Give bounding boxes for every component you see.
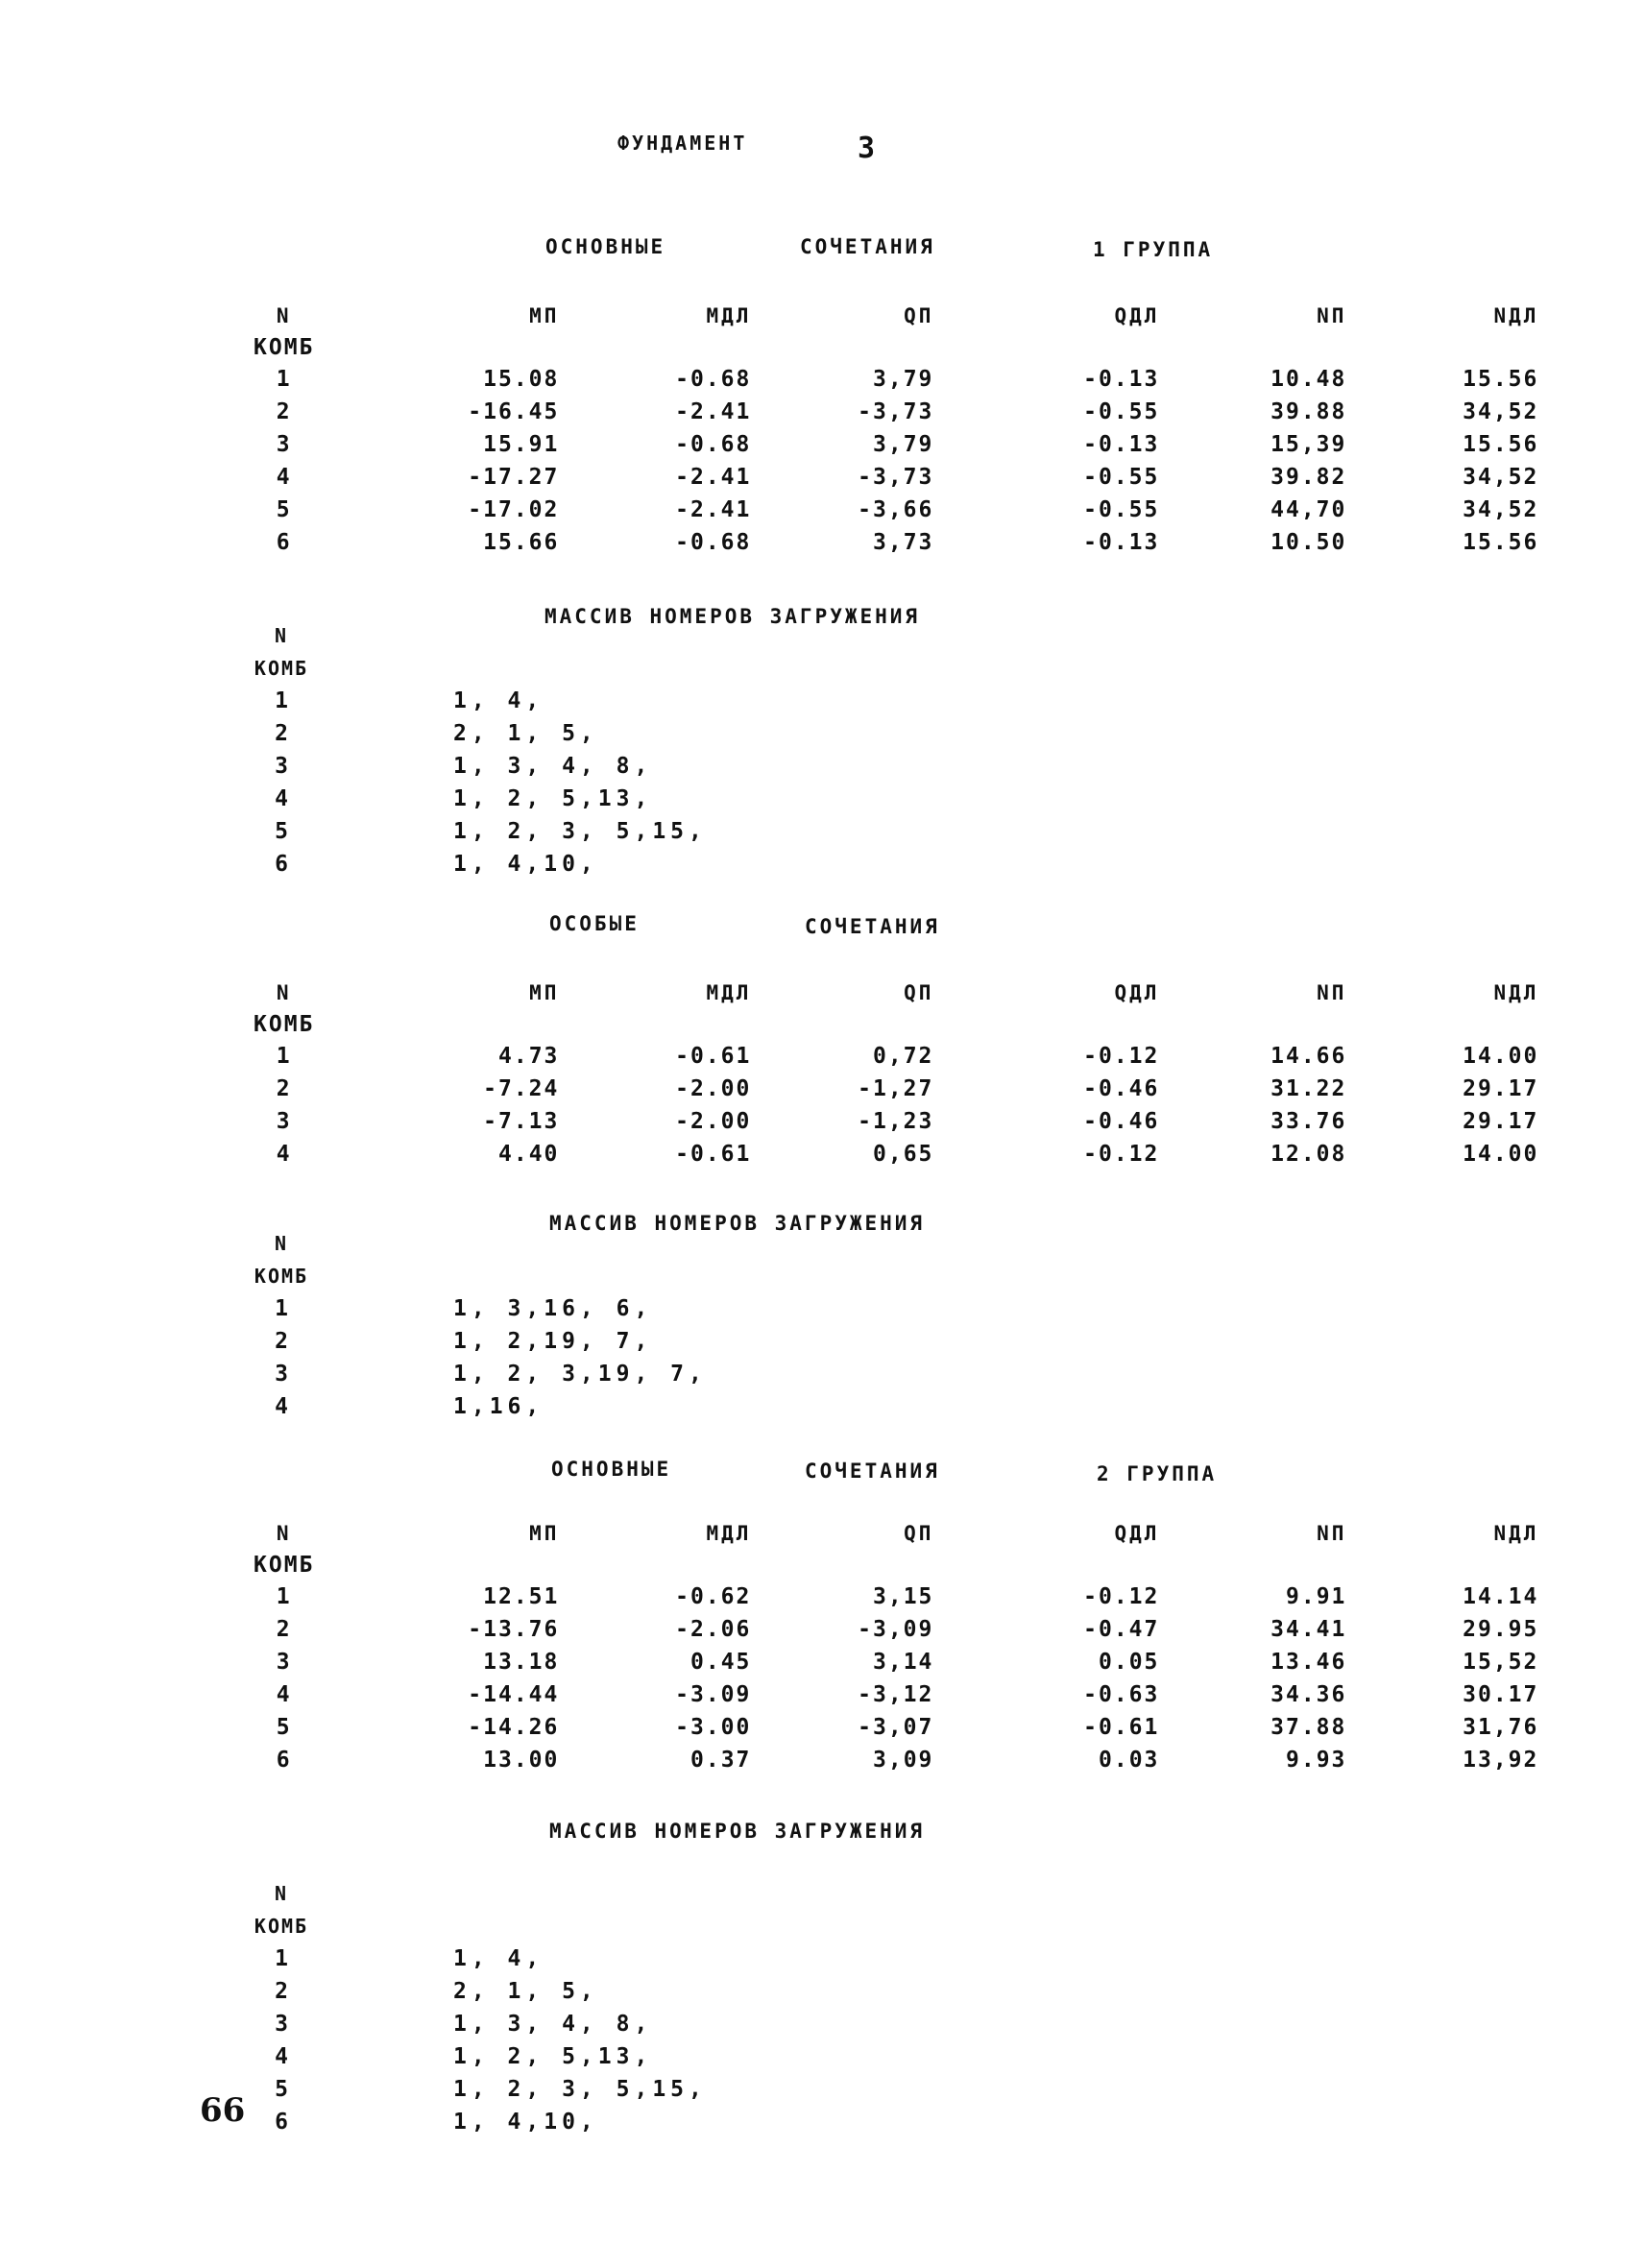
column-header: QП — [904, 1522, 934, 1545]
column-header: QП — [904, 304, 934, 327]
table-cell: -3,73 — [858, 465, 934, 490]
table-cell: 0.05 — [1099, 1650, 1160, 1675]
load-numbers: 1, 4, — [453, 1946, 544, 1971]
table-row — [254, 461, 1538, 494]
table-cell: 14.66 — [1270, 1044, 1347, 1069]
column-header: МДЛ — [706, 1522, 752, 1545]
table-cell: 15.56 — [1463, 432, 1539, 457]
combination-number: 2 — [275, 1979, 288, 2004]
table-row — [254, 1711, 1538, 1744]
table-cell: -0.46 — [1083, 1076, 1160, 1101]
table-cell: -17.27 — [468, 465, 560, 490]
column-header: МДЛ — [706, 981, 752, 1004]
table-row — [254, 1138, 1538, 1170]
combination-number: 5 — [275, 819, 288, 844]
combination-number: 4 — [275, 786, 288, 811]
table-cell: 15.08 — [483, 367, 560, 392]
combination-number: 1 — [275, 1296, 288, 1321]
section-1-mass-heading: МАССИВ НОМЕРОВ ЗАГРУЖЕНИЯ — [544, 605, 921, 628]
table-cell: -0.13 — [1083, 367, 1160, 392]
table-subheader-row — [254, 1009, 1538, 1040]
table-cell: 34,52 — [1463, 497, 1539, 522]
column-header: МП — [529, 1522, 560, 1545]
row-number: 6 — [276, 1748, 292, 1773]
table-cell: -0.63 — [1083, 1682, 1160, 1707]
list-item — [254, 685, 707, 717]
section-3-heading-a: ОСНОВНЫЕ — [551, 1458, 672, 1481]
section-1-mass-list — [254, 619, 707, 881]
table-cell: -3,73 — [858, 399, 934, 424]
table-row — [254, 1678, 1538, 1711]
page-number: 66 — [200, 2091, 246, 2130]
column-header: NДЛ — [1493, 981, 1539, 1004]
table-cell: 0.45 — [690, 1650, 752, 1675]
column-header: МП — [529, 304, 560, 327]
section-3-mass-heading: МАССИВ НОМЕРОВ ЗАГРУЖЕНИЯ — [549, 1820, 926, 1843]
table-cell: 3,73 — [873, 530, 934, 555]
load-numbers: 2, 1, 5, — [453, 721, 598, 746]
table-cell: -14.44 — [468, 1682, 560, 1707]
combination-number: 4 — [275, 2044, 288, 2069]
table-cell: -7.13 — [483, 1109, 560, 1134]
combination-number: 4 — [275, 1394, 288, 1419]
table-cell: 34,52 — [1463, 465, 1539, 490]
load-numbers: 1, 3, 4, 8, — [453, 2012, 653, 2037]
row-number: 3 — [276, 432, 292, 457]
load-numbers: 1, 2,19, 7, — [453, 1329, 653, 1354]
table-cell: 3,15 — [873, 1584, 934, 1609]
table-cell: 3,79 — [873, 367, 934, 392]
table-cell: 29.17 — [1463, 1109, 1539, 1134]
table-row — [254, 396, 1538, 428]
section-3-table — [254, 1517, 1538, 1776]
col-komb-label: КОМБ — [254, 1915, 309, 1938]
load-numbers: 1, 2, 3, 5,15, — [453, 2077, 707, 2102]
list-item — [254, 1942, 707, 1975]
table-subheader-row — [254, 332, 1538, 363]
table-cell: 13.18 — [483, 1650, 560, 1675]
column-header: МП — [529, 981, 560, 1004]
table-cell: 0,72 — [873, 1044, 934, 1069]
table-cell: -17.02 — [468, 497, 560, 522]
table-cell: -0.68 — [675, 367, 752, 392]
table-cell: 15.56 — [1463, 367, 1539, 392]
table-row — [254, 1580, 1538, 1613]
foundation-number: 3 — [858, 132, 876, 165]
combination-number: 3 — [275, 1362, 288, 1387]
list-item — [254, 1358, 707, 1390]
combination-number: 5 — [275, 2077, 288, 2102]
table-cell: 12.51 — [483, 1584, 560, 1609]
table-row — [254, 1073, 1538, 1105]
table-row — [254, 1744, 1538, 1776]
table-cell: -0.12 — [1083, 1044, 1160, 1069]
table-cell: -0.62 — [675, 1584, 752, 1609]
table-cell: 12.08 — [1270, 1142, 1347, 1167]
table-cell: 37.88 — [1270, 1715, 1347, 1740]
table-cell: -3,09 — [858, 1617, 934, 1642]
table-cell: 9.93 — [1286, 1748, 1347, 1773]
list-item — [254, 750, 707, 783]
col-komb-label: КОМБ — [254, 1265, 309, 1288]
section-1-heading-a: ОСНОВНЫЕ — [545, 235, 666, 258]
col-n-header: N — [276, 1522, 292, 1545]
col-komb-header: КОМБ — [254, 335, 315, 360]
col-n-label: N — [274, 1882, 289, 1905]
table-cell: 33.76 — [1270, 1109, 1347, 1134]
list-item — [254, 2106, 707, 2138]
row-number: 4 — [276, 1682, 292, 1707]
table-cell: -0.68 — [675, 530, 752, 555]
table-cell: -2.00 — [675, 1076, 752, 1101]
table-cell: 13.46 — [1270, 1650, 1347, 1675]
table-cell: 39.82 — [1270, 465, 1347, 490]
table-row — [254, 428, 1538, 461]
page-title: ФУНДАМЕНТ — [617, 132, 748, 155]
list-item — [254, 1325, 707, 1358]
table-cell: -0.12 — [1083, 1142, 1160, 1167]
table-cell: -3,07 — [858, 1715, 934, 1740]
row-number: 4 — [276, 465, 292, 490]
col-n-label: N — [274, 1232, 289, 1255]
row-number: 1 — [276, 1584, 292, 1609]
table-cell: 4.73 — [498, 1044, 560, 1069]
table-row — [254, 1613, 1538, 1646]
table-cell: -0.46 — [1083, 1109, 1160, 1134]
table-row — [254, 1646, 1538, 1678]
table-cell: -2.06 — [675, 1617, 752, 1642]
table-cell: -0.12 — [1083, 1584, 1160, 1609]
list-item — [254, 1975, 707, 2008]
table-cell: -3.09 — [675, 1682, 752, 1707]
table-cell: -0.61 — [1083, 1715, 1160, 1740]
table-cell: 14.14 — [1463, 1584, 1539, 1609]
combination-number: 1 — [275, 688, 288, 713]
section-3-mass-list — [254, 1877, 707, 2138]
list-item — [254, 815, 707, 848]
row-number: 4 — [276, 1142, 292, 1167]
table-cell: -3.00 — [675, 1715, 752, 1740]
table-cell: 15.91 — [483, 432, 560, 457]
table-cell: 0.37 — [690, 1748, 752, 1773]
section-3-heading-c: 2 ГРУППА — [1097, 1462, 1218, 1485]
table-cell: -0.55 — [1083, 399, 1160, 424]
table-cell: 15.66 — [483, 530, 560, 555]
column-header: QДЛ — [1114, 981, 1160, 1004]
list-item — [254, 848, 707, 881]
table-cell: -0.47 — [1083, 1617, 1160, 1642]
table-cell: 10.50 — [1270, 530, 1347, 555]
table-cell: 29.95 — [1463, 1617, 1539, 1642]
table-cell: 9.91 — [1286, 1584, 1347, 1609]
col-komb-header: КОМБ — [254, 1012, 315, 1037]
table-row — [254, 494, 1538, 526]
table-cell: -13.76 — [468, 1617, 560, 1642]
table-row — [254, 1040, 1538, 1073]
table-cell: 10.48 — [1270, 367, 1347, 392]
table-cell: 15,52 — [1463, 1650, 1539, 1675]
list-item — [254, 717, 707, 750]
combination-number: 2 — [275, 721, 288, 746]
table-cell: -3,66 — [858, 497, 934, 522]
col-n-header: N — [276, 981, 292, 1004]
combination-number: 6 — [275, 2110, 288, 2135]
load-numbers: 1, 4, — [453, 688, 544, 713]
table-cell: -3,12 — [858, 1682, 934, 1707]
section-2-heading-b: СОЧЕТАНИЯ — [805, 915, 940, 938]
table-cell: -7.24 — [483, 1076, 560, 1101]
column-header: NП — [1317, 981, 1347, 1004]
table-cell: 31,76 — [1463, 1715, 1539, 1740]
load-numbers: 1,16, — [453, 1394, 544, 1419]
table-cell: -1,23 — [858, 1109, 934, 1134]
table-cell: -2.41 — [675, 399, 752, 424]
table-cell: -0.61 — [675, 1142, 752, 1167]
row-number: 1 — [276, 1044, 292, 1069]
column-header: МДЛ — [706, 304, 752, 327]
table-cell: 34.36 — [1270, 1682, 1347, 1707]
table-header-row — [254, 1517, 1538, 1550]
column-header: QДЛ — [1114, 304, 1160, 327]
row-number: 2 — [276, 1617, 292, 1642]
table-cell: 34,52 — [1463, 399, 1539, 424]
combination-number: 1 — [275, 1946, 288, 1971]
table-cell: -0.55 — [1083, 497, 1160, 522]
table-cell: -2.00 — [675, 1109, 752, 1134]
table-cell: 39.88 — [1270, 399, 1347, 424]
section-1-table — [254, 300, 1538, 559]
load-numbers: 1, 2, 3, 5,15, — [453, 819, 707, 844]
table-cell: 30.17 — [1463, 1682, 1539, 1707]
table-cell: -0.68 — [675, 432, 752, 457]
section-2-heading-a: ОСОБЫЕ — [549, 912, 640, 935]
table-header-row — [254, 977, 1538, 1009]
list-item — [254, 1292, 707, 1325]
table-cell: -0.13 — [1083, 432, 1160, 457]
table-row — [254, 1105, 1538, 1138]
table-cell: 31.22 — [1270, 1076, 1347, 1101]
load-numbers: 1, 4,10, — [453, 2110, 598, 2135]
list-item — [254, 1390, 707, 1423]
row-number: 3 — [276, 1650, 292, 1675]
column-header: NДЛ — [1493, 1522, 1539, 1545]
table-cell: 44,70 — [1270, 497, 1347, 522]
row-number: 3 — [276, 1109, 292, 1134]
column-header: NП — [1317, 1522, 1347, 1545]
row-number: 1 — [276, 367, 292, 392]
row-number: 2 — [276, 399, 292, 424]
table-cell: -0.55 — [1083, 465, 1160, 490]
table-row — [254, 363, 1538, 396]
table-cell: 29.17 — [1463, 1076, 1539, 1101]
table-cell: -2.41 — [675, 497, 752, 522]
table-row — [254, 526, 1538, 559]
table-cell: 3,09 — [873, 1748, 934, 1773]
load-numbers: 1, 2, 5,13, — [453, 2044, 653, 2069]
table-cell: -2.41 — [675, 465, 752, 490]
table-cell: -1,27 — [858, 1076, 934, 1101]
table-cell: 14.00 — [1463, 1142, 1539, 1167]
table-cell: 14.00 — [1463, 1044, 1539, 1069]
load-numbers: 1, 4,10, — [453, 852, 598, 877]
section-2-mass-heading: МАССИВ НОМЕРОВ ЗАГРУЖЕНИЯ — [549, 1212, 926, 1235]
section-1-heading-b: СОЧЕТАНИЯ — [800, 235, 935, 258]
table-cell: 13.00 — [483, 1748, 560, 1773]
table-header-row — [254, 300, 1538, 332]
table-cell: -14.26 — [468, 1715, 560, 1740]
column-header: QДЛ — [1114, 1522, 1160, 1545]
table-cell: -0.13 — [1083, 530, 1160, 555]
load-numbers: 1, 3,16, 6, — [453, 1296, 653, 1321]
row-number: 6 — [276, 530, 292, 555]
table-cell: 0.03 — [1099, 1748, 1160, 1773]
section-3-heading-b: СОЧЕТАНИЯ — [805, 1460, 940, 1483]
table-subheader-row — [254, 1550, 1538, 1580]
list-item — [254, 2040, 707, 2073]
list-item — [254, 2073, 707, 2106]
table-cell: 4.40 — [498, 1142, 560, 1167]
table-cell: 0,65 — [873, 1142, 934, 1167]
column-header: NДЛ — [1493, 304, 1539, 327]
combination-number: 2 — [275, 1329, 288, 1354]
col-n-label: N — [274, 624, 289, 647]
col-n-header: N — [276, 304, 292, 327]
column-header: QП — [904, 981, 934, 1004]
load-numbers: 2, 1, 5, — [453, 1979, 598, 2004]
section-2-table — [254, 977, 1538, 1170]
combination-number: 3 — [275, 754, 288, 779]
col-komb-label: КОМБ — [254, 657, 309, 680]
row-number: 5 — [276, 1715, 292, 1740]
table-cell: -0.61 — [675, 1044, 752, 1069]
combination-number: 6 — [275, 852, 288, 877]
col-komb-header: КОМБ — [254, 1553, 315, 1578]
load-numbers: 1, 3, 4, 8, — [453, 754, 653, 779]
table-cell: 3,79 — [873, 432, 934, 457]
table-cell: 3,14 — [873, 1650, 934, 1675]
row-number: 2 — [276, 1076, 292, 1101]
row-number: 5 — [276, 497, 292, 522]
table-cell: 13,92 — [1463, 1748, 1539, 1773]
table-cell: 34.41 — [1270, 1617, 1347, 1642]
section-2-mass-list — [254, 1227, 707, 1423]
table-cell: 15,39 — [1270, 432, 1347, 457]
section-1-heading-c: 1 ГРУППА — [1093, 238, 1214, 261]
column-header: NП — [1317, 304, 1347, 327]
table-cell: -16.45 — [468, 399, 560, 424]
list-item — [254, 2008, 707, 2040]
list-item — [254, 783, 707, 815]
combination-number: 3 — [275, 2012, 288, 2037]
table-cell: 15.56 — [1463, 530, 1539, 555]
load-numbers: 1, 2, 5,13, — [453, 786, 653, 811]
load-numbers: 1, 2, 3,19, 7, — [453, 1362, 707, 1387]
